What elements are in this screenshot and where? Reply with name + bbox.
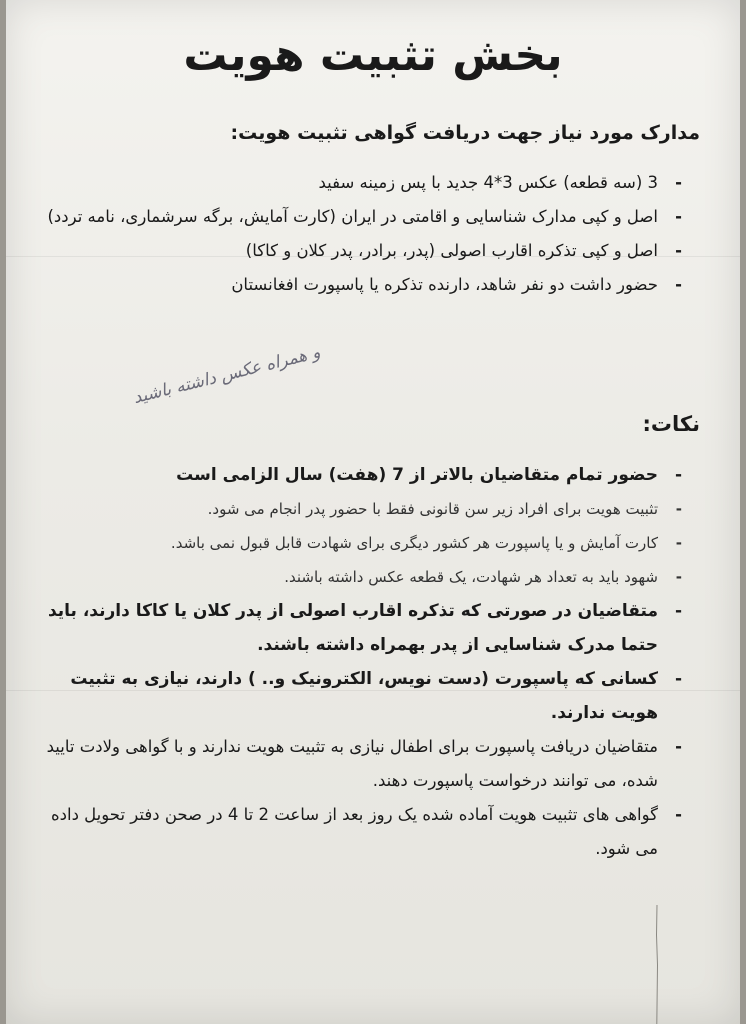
notes-heading: نکات: <box>642 412 700 436</box>
handwritten-note: و همراه عکس داشته باشید <box>131 342 323 409</box>
requirements-heading: مدارک مورد نیاز جهت دریافت گواهی تثبیت هویت: <box>230 122 700 144</box>
note-item: - کارت آمایش و یا پاسپورت هر کشور دیگری برای شهادت قابل قبول نمی باشد. <box>46 526 686 560</box>
requirement-item: - 3 (سه قطعه) عکس 3*4 جدید با پس زمینه سفید <box>46 166 686 200</box>
note-item: - متقاضیان در صورتی که تذکره اقارب اصولی از پدر کلان یا کاکا دارند، باید حتما مدرک شناسایی از پدر بهمراه داشته باشند. <box>46 594 686 662</box>
requirement-item: - اصل و کپی مدارک شناسایی و اقامتی در ایران (کارت آمایش، برگه سرشماری، نامه تردد) <box>46 200 686 234</box>
document-page <box>6 0 740 1024</box>
requirement-item: - حضور داشت دو نفر شاهد، دارنده تذکره یا پاسپورت افغانستان <box>46 268 686 302</box>
requirement-item: - اصل و کپی تذکره اقارب اصولی (پدر، برادر، پدر کلان و کاکا) <box>46 234 686 268</box>
note-item: - حضور تمام متقاضیان بالاتر از 7 (هفت) سال الزامی است <box>46 458 686 492</box>
paper-crease-mark <box>656 905 658 1024</box>
note-item: - شهود باید به تعداد هر شهادت، یک قطعه عکس داشته باشند. <box>46 560 686 594</box>
note-item: - کسانی که پاسپورت (دست نویس، الکترونیک و.. ) دارند، نیازی به تثبیت هویت ندارند. <box>46 662 686 730</box>
note-item: - تثبیت هویت برای افراد زیر سن قانونی فقط با حضور پدر انجام می شود. <box>46 492 686 526</box>
note-item: - متقاضیان دریافت پاسپورت برای اطفال نیازی به تثبیت هویت ندارند و با گواهی ولادت تایید شده، می توانند درخواست پاسپورت دهند. <box>46 730 686 798</box>
page-title: بخش تثبیت هویت <box>183 30 563 81</box>
requirements-list <box>46 166 686 302</box>
notes-list <box>46 458 686 866</box>
note-item: - گواهی های تثبیت هویت آماده شده یک روز بعد از ساعت 2 تا 4 در صحن دفتر تحویل داده می شود. <box>46 798 686 866</box>
